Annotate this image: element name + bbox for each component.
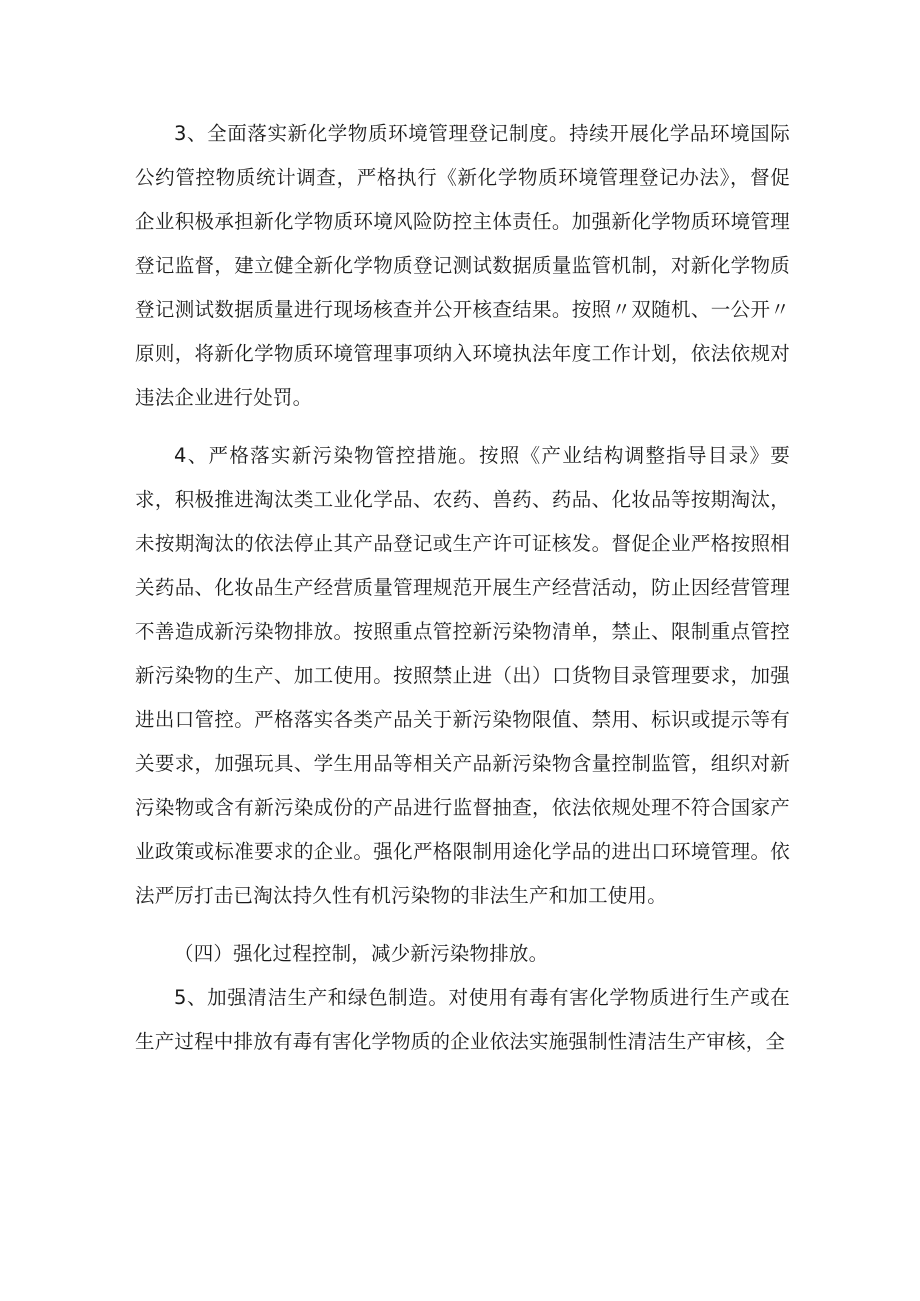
paragraph-item-3: 3、全面落实新化学物质环境管理登记制度。持续开展化学品环境国际公约管控物质统计调查，严格执行《新化学物质环境管理登记办法》，督促企业积极承担新化学物质环境风险防控主体责任。加强新化学物质环境管理登记监督，建立健全新化学物质登记测试数据质量监管机制，对新化学物质登记测试数据质量进行现场核查并公开核查结果。按照〃双随机、一公开〃原则，将新化学物质环境管理事项纳入环境执法年度工作计划，依法依规对违法企业进行处罚。	[135, 122, 790, 409]
document-page	[135, 112, 790, 1064]
paragraph-item-5: 5、加强清洁生产和绿色制造。对使用有毒有害化学物质进行生产或在生产过程中排放有毒有害化学物质的企业依法实施强制性清洁生产审核，全	[135, 986, 790, 1053]
paragraph-item-4: 4、严格落实新污染物管控措施。按照《产业结构调整指导目录》要求，积极推进淘汰类工业化学品、农药、兽药、药品、化妆品等按期淘汰，未按期淘汰的依法停止其产品登记或生产许可证核发。督促企业严格按照相关药品、化妆品生产经营质量管理规范开展生产经营活动，防止因经营管理不善造成新污染物排放。按照重点管控新污染物清单，禁止、限制重点管控新污染物的生产、加工使用。按照禁止进（出）口货物目录管理要求，加强进出口管控。严格落实各类产品关于新污染物限值、禁用、标识或提示等有关要求，加强玩具、学生用品等相关产品新污染物含量控制监管，组织对新污染物或含有新污染成份的产品进行监督抽查，依法依规处理不符合国家产业政策或标准要求的企业。强化严格限制用途化学品的进出口环境管理。依法严厉打击已淘汰持久性有机污染物的非法生产和加工使用。	[135, 444, 790, 907]
section-heading: （四）强化过程控制，减少新污染物排放。	[174, 942, 549, 965]
